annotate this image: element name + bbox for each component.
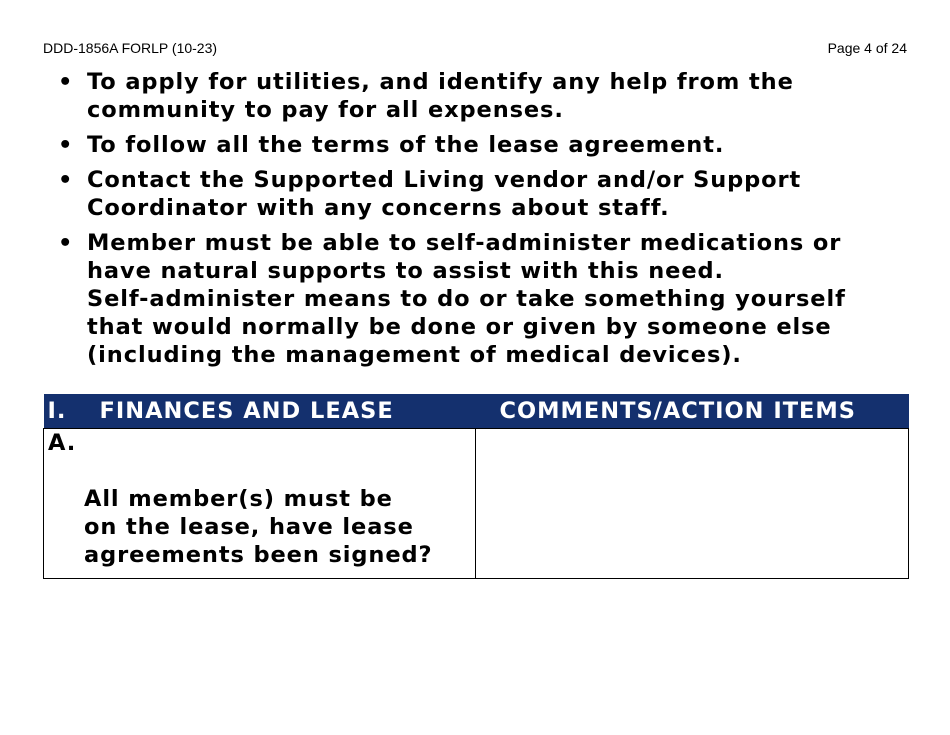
bullet-text: Member must be able to self-administer medications or have natural supports to assist with this need. Self-administer means to do or take something yourself that would normally be done or given by someone else (including the management of medical devices). [87, 230, 846, 368]
item-letter: A. [48, 430, 77, 456]
comments-header: COMMENTS/ACTION ITEMS [476, 394, 909, 429]
bullet-text: To apply for utilities, and identify any help from the community to pay for all expenses. [87, 69, 794, 123]
list-item [58, 68, 908, 124]
form-id: DDD-1856A FORLP (10-23) [43, 40, 218, 56]
section-numeral: I. [47, 398, 67, 424]
section-title: FINANCES AND LEASE [99, 398, 394, 424]
list-item [58, 166, 908, 222]
question-text: All member(s) must be on the lease, have lease agreements been signed? [84, 486, 433, 568]
finances-lease-table [43, 394, 909, 579]
bullet-text: Contact the Supported Living vendor and/or Support Coordinator with any concerns about staff. [87, 167, 802, 221]
comments-field[interactable] [476, 429, 909, 579]
section-header-row [44, 394, 909, 429]
question-cell [44, 429, 476, 579]
requirements-list [58, 68, 908, 376]
bullet-icon: • [58, 69, 74, 95]
section-title-cell [44, 394, 476, 429]
bullet-icon: • [58, 167, 74, 193]
list-item [58, 229, 908, 369]
table-row [44, 429, 909, 579]
bullet-text: To follow all the terms of the lease agreement. [87, 132, 725, 158]
list-item [58, 131, 908, 159]
bullet-icon: • [58, 230, 74, 256]
page-number: Page 4 of 24 [827, 40, 907, 56]
bullet-icon: • [58, 132, 74, 158]
